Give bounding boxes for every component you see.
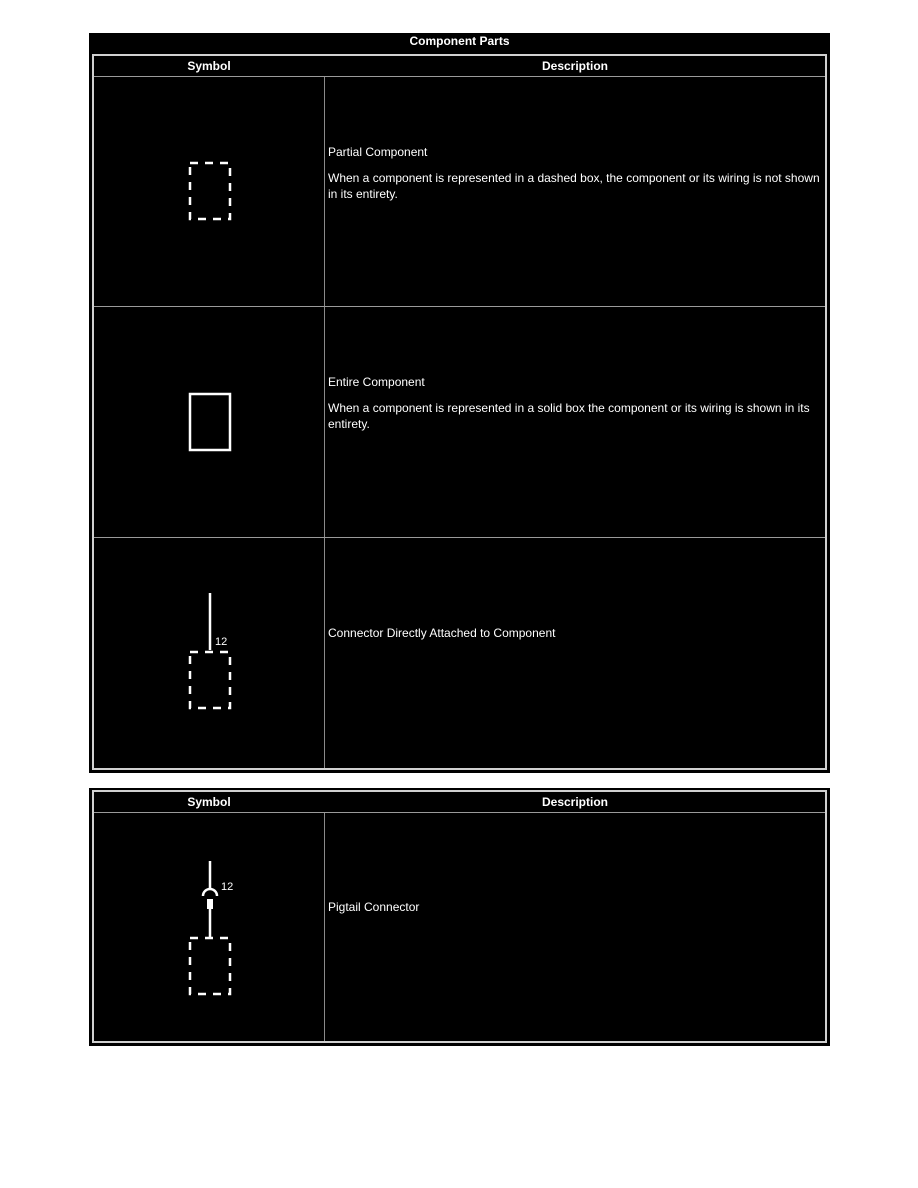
row-title: Connector Directly Attached to Component bbox=[328, 626, 556, 640]
row-title: Partial Component bbox=[328, 145, 428, 159]
connector-attached-icon bbox=[94, 538, 324, 768]
row-title: Pigtail Connector bbox=[328, 900, 420, 914]
row-body: When a component is represented in a dashed box, the component or its wiring is not shown in its entirety. bbox=[328, 171, 820, 201]
table-title: Component Parts bbox=[409, 34, 510, 48]
symbol-column-header: Symbol bbox=[187, 795, 231, 809]
column-divider bbox=[324, 77, 325, 768]
row-description bbox=[328, 899, 822, 925]
table-body bbox=[92, 790, 827, 1043]
row-description bbox=[328, 374, 822, 432]
connector-label: 12 bbox=[221, 881, 234, 893]
component-parts-table bbox=[89, 33, 830, 773]
connector-label: 12 bbox=[215, 636, 228, 648]
table-body bbox=[92, 54, 827, 770]
row-description bbox=[328, 625, 822, 651]
description-column-header: Description bbox=[541, 59, 608, 73]
symbol-column-header: Symbol bbox=[187, 59, 231, 73]
row-body: When a component is represented in a solid box the component or its wiring is shown in its entirety. bbox=[328, 401, 810, 431]
entire-component-solid-box-icon bbox=[94, 307, 324, 536]
pigtail-connector-icon bbox=[94, 813, 324, 1041]
row-description bbox=[328, 144, 822, 202]
column-divider bbox=[324, 813, 325, 1041]
partial-component-dashed-box-icon bbox=[94, 77, 324, 306]
description-column-header: Description bbox=[541, 795, 608, 809]
component-parts-table-continued bbox=[89, 788, 830, 1046]
row-title: Entire Component bbox=[328, 375, 425, 389]
